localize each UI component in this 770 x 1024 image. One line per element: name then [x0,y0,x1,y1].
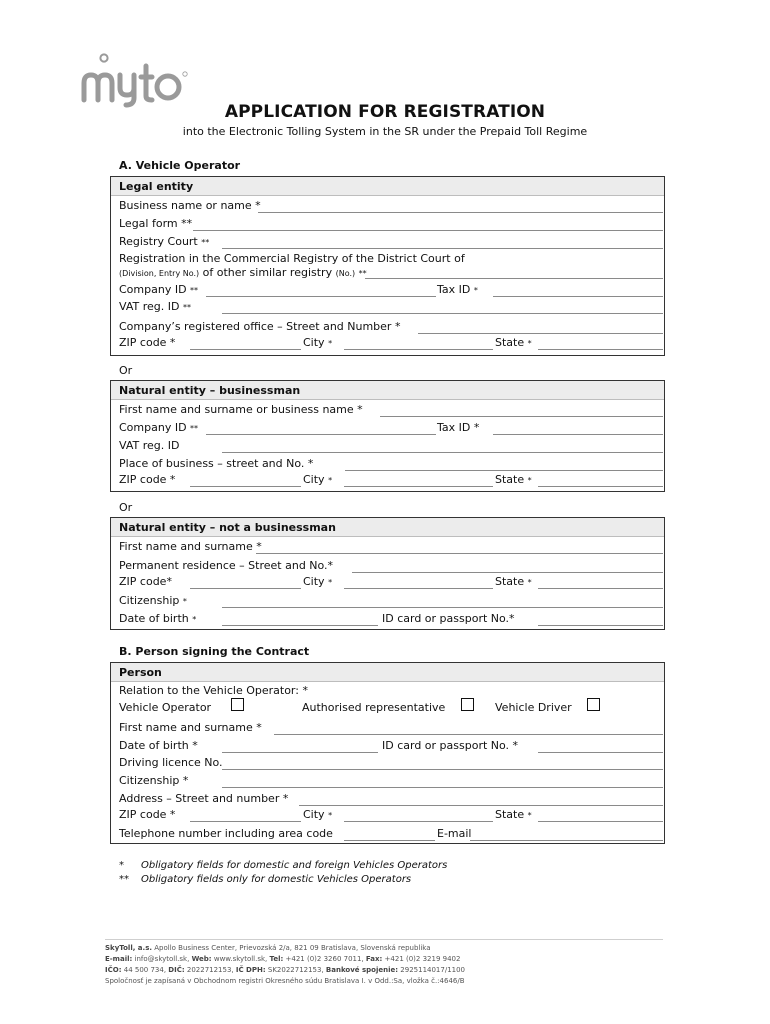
footer-contact-line: E-mail: info@skytoll.sk, Web: www.skytoll.sk, Tel: +421 (0)2 3260 7011, Fax: +421 (0)2 3219 9402 [105,955,461,963]
p-phone-field[interactable] [344,840,435,841]
nb-vat-id-field[interactable] [222,452,663,453]
p-licence-label: Driving licence No. [119,756,223,769]
opt-driver-label: Vehicle Driver [495,701,572,714]
nb-state-label: State * [495,473,532,486]
nb-zip-field[interactable] [190,486,301,487]
p-licence-field[interactable] [222,769,663,770]
np-city-label: City * [303,575,333,588]
or-label: Or [119,501,133,514]
legal-entity-heading: Legal entity [111,177,664,196]
p-email-label: E-mail [437,827,472,840]
tax-id-field[interactable] [493,296,663,297]
p-zip-label: ZIP code * [119,808,176,821]
relation-label: Relation to the Vehicle Operator: * [119,684,308,697]
vat-id-field[interactable] [222,313,663,314]
np-zip-field[interactable] [190,588,301,589]
opt-representative-label: Authorised representative [302,701,446,714]
p-dob-label: Date of birth * [119,739,198,752]
np-dob-field[interactable] [222,625,378,626]
p-id-card-label: ID card or passport No. * [382,739,519,752]
np-dob-label: Date of birth * [119,612,197,625]
page-subtitle: into the Electronic Tolling System in the SR under the Prepaid Toll Regime [182,125,588,138]
np-city-field[interactable] [344,588,493,589]
footer-divider [105,939,663,940]
office-label: Company’s registered office – Street and Number * [119,320,401,333]
p-state-field[interactable] [538,821,663,822]
footnote: ** Obligatory fields only for domestic Vehicles Operators [119,874,412,885]
np-id-card-field[interactable] [538,625,663,626]
footer-company-line: SkyToll, a.s. Apollo Business Center, Prievozská 2/a, 821 09 Bratislava, Slovenská republika [105,944,431,952]
nb-city-field[interactable] [344,486,493,487]
city-label: City * [303,336,333,349]
np-citizenship-label: Citizenship * [119,594,187,607]
p-dob-field[interactable] [222,752,378,753]
vehicle-operator-checkbox[interactable] [231,698,244,711]
nb-place-field[interactable] [345,470,663,471]
city-field[interactable] [344,349,493,350]
p-citizenship-label: Citizenship * [119,774,189,787]
registry-court-field[interactable] [222,248,663,249]
np-zip-label: ZIP code* [119,575,172,588]
footer-registry-line: Spoločnosť je zapísaná v Obchodnom registri Okresného súdu Bratislava I. v Odd.:Sa, vložka č.:4646/B [105,977,465,985]
np-state-field[interactable] [538,588,663,589]
np-id-card-label: ID card or passport No.* [382,612,515,625]
p-phone-label: Telephone number including area code [119,827,333,840]
p-email-field[interactable] [470,840,663,841]
or-label: Or [119,364,133,377]
nb-place-label: Place of business – street and No. * [119,457,314,470]
nb-name-label: First name and surname or business name * [119,403,363,416]
myto-logo-icon [80,50,190,108]
natural-business-heading: Natural entity – businessman [111,381,664,400]
nb-company-id-field[interactable] [206,434,436,435]
registry-court-label: Registry Court ** [119,235,210,248]
company-id-label: Company ID ** [119,283,199,296]
p-city-label: City * [303,808,333,821]
company-id-field[interactable] [206,296,436,297]
nb-tax-id-field[interactable] [493,434,663,435]
p-zip-field[interactable] [190,821,301,822]
p-name-label: First name and surname * [119,721,262,734]
footer-email-link[interactable]: info@skytoll.sk [134,955,188,963]
np-name-label: First name and surname * [119,540,262,553]
nb-tax-id-label: Tax ID * [437,421,480,434]
p-city-field[interactable] [344,821,493,822]
footer-web-link[interactable]: www.skytoll.sk [213,955,266,963]
np-residence-label: Permanent residence – Street and No.* [119,559,334,572]
np-residence-field[interactable] [352,572,663,573]
vat-id-label: VAT reg. ID ** [119,300,191,313]
footer-ids-line: IČO: 44 500 734, DIČ: 2022712153, IČ DPH: SK2022712153, Bankové spojenie: 2925114017/1100 [105,966,466,974]
p-address-label: Address – Street and number * [119,792,289,805]
natural-business-box [110,380,665,492]
nb-vat-id-label: VAT reg. ID [119,439,180,452]
registration-field[interactable] [365,278,663,279]
p-id-card-field[interactable] [538,752,663,753]
nb-name-field[interactable] [380,416,663,417]
np-citizenship-field[interactable] [222,607,663,608]
np-state-label: State * [495,575,532,588]
nb-state-field[interactable] [538,486,663,487]
office-field[interactable] [418,333,663,334]
footnote: * Obligatory fields for domestic and foreign Vehicles Operators [119,860,448,871]
nb-city-label: City * [303,473,333,486]
registration-sub-label: (Division, Entry No.) of other similar registry (No.) ** [119,266,367,279]
section-a-heading: A. Vehicle Operator [119,159,241,172]
p-name-field[interactable] [274,734,663,735]
p-citizenship-field[interactable] [222,787,663,788]
state-label: State * [495,336,532,349]
p-state-label: State * [495,808,532,821]
opt-operator-label: Vehicle Operator [119,701,212,714]
state-field[interactable] [538,349,663,350]
legal-form-field[interactable] [193,230,663,231]
section-b-heading: B. Person signing the Contract [119,645,310,658]
zip-field[interactable] [190,349,301,350]
np-name-field[interactable] [256,553,663,554]
business-name-label: Business name or name * [119,199,261,212]
registration-label: Registration in the Commercial Registry of the District Court of [119,252,465,265]
zip-label: ZIP code * [119,336,176,349]
tax-id-label: Tax ID * [437,283,478,296]
page-title: APPLICATION FOR REGISTRATION [224,102,546,122]
nb-zip-label: ZIP code * [119,473,176,486]
vehicle-driver-checkbox[interactable] [587,698,600,711]
business-name-field[interactable] [258,212,663,213]
nb-company-id-label: Company ID ** [119,421,199,434]
person-heading: Person [111,663,664,682]
p-address-field[interactable] [299,805,663,806]
authorised-representative-checkbox[interactable] [461,698,474,711]
legal-form-label: Legal form ** [119,217,193,230]
natural-private-heading: Natural entity – not a businessman [111,518,664,537]
